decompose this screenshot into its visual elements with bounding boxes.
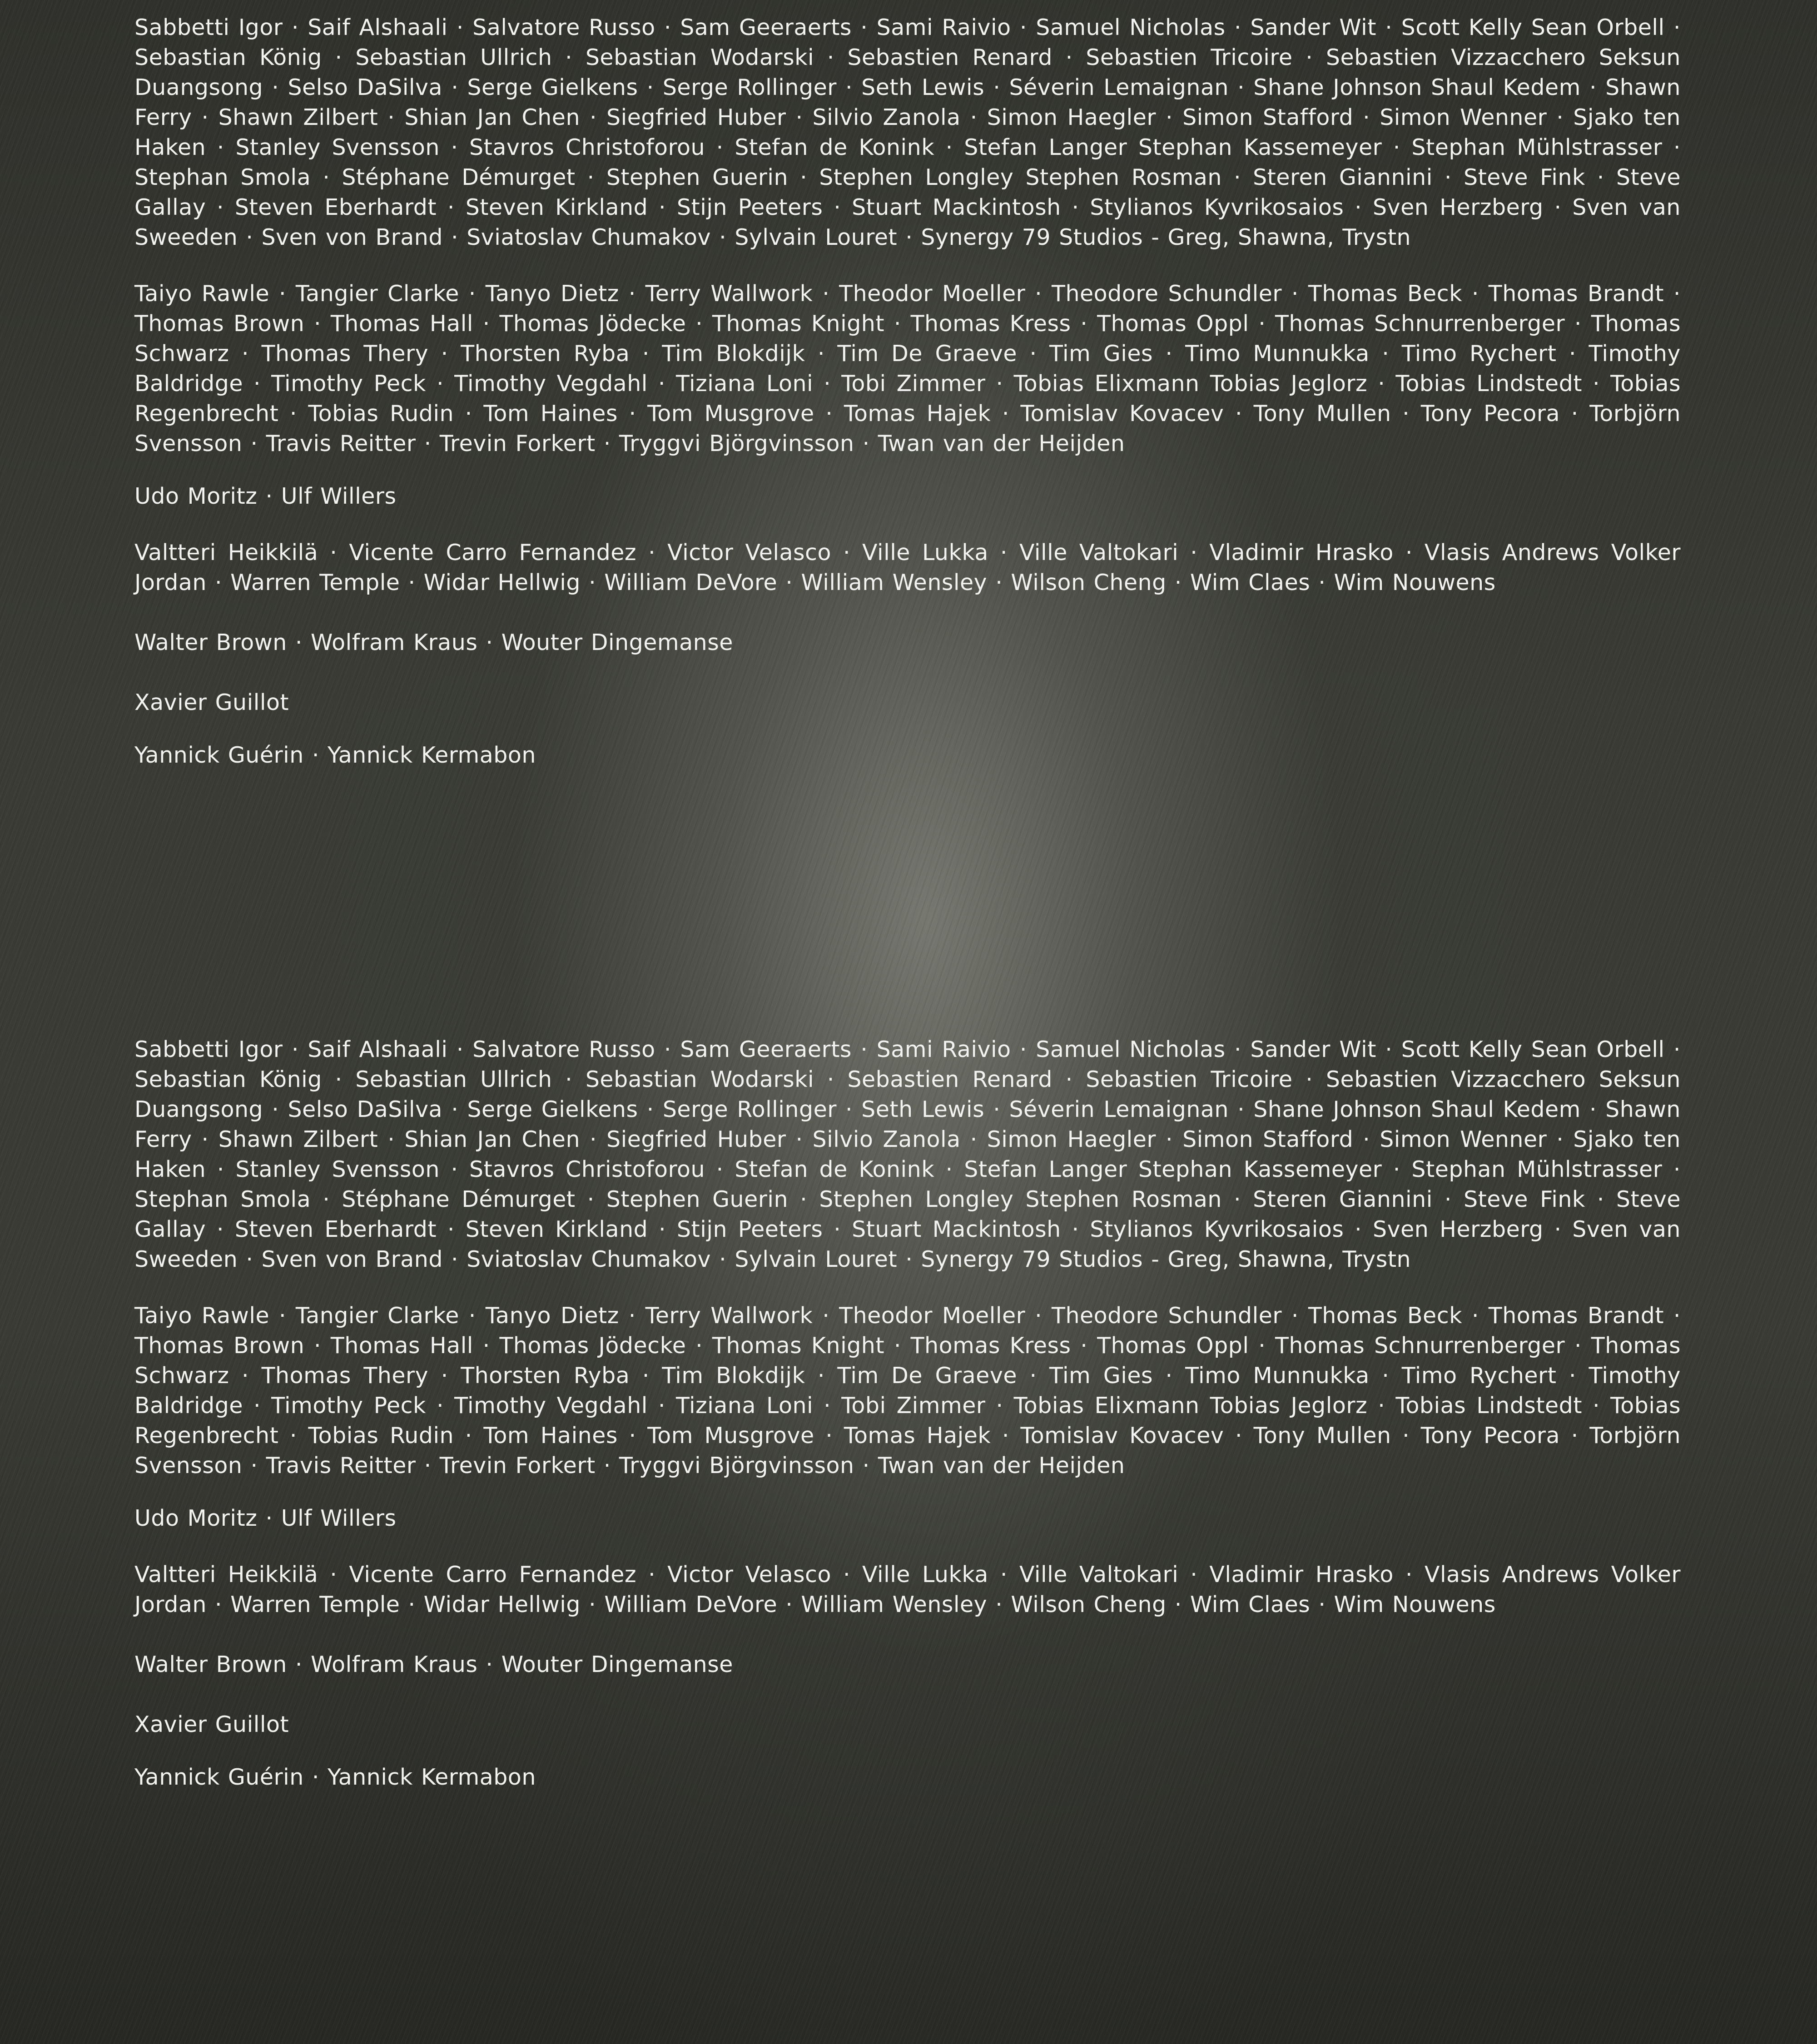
credits-group-w: Walter Brown · Wolfram Kraus · Wouter Dingemanse — [134, 630, 733, 655]
credits-group-x: Xavier Guillot — [134, 690, 289, 715]
credits-block-repeat — [134, 1035, 1681, 1819]
credits-group-w: Walter Brown · Wolfram Kraus · Wouter Dingemanse — [134, 1652, 733, 1677]
credits-group-u: Udo Moritz · Ulf Willers — [134, 483, 397, 509]
credits-group-s: Sabbetti Igor · Saif Alshaali · Salvatore Russo · Sam Geeraerts · Sami Raivio · Samuel Nicholas · Sander Wit · Scott Kelly Sean Orbell · Sebastian König · Sebastian Ullrich · Sebastian Wodarski · Sebastien Renard · Sebastien Tricoire · Sebastien Vizzacchero Seksun Duangsong · Selso DaSilva · Serge Gielkens · Serge Rollinger · Seth Lewis · Séverin Lemaignan · Shane Johnson Shaul Kedem · Shawn Ferry · Shawn Zilbert · Shian Jan Chen · Siegfried Huber · Silvio Zanola · Simon Haegler · Simon Stafford · Simon Wenner · Sjako ten Haken · Stanley Svensson · Stavros Christoforou · Stefan de Konink · Stefan Langer Stephan Kassemeyer · Stephan Mühlstrasser · Stephan Smola · Stéphane Démurget · Stephen Guerin · Stephen Longley Stephen Rosman · Steren Giannini · Steve Fink · Steve Gallay · Steven Eberhardt · Steven Kirkland · Stijn Peeters · Stuart Mackintosh · Stylianos Kyvrikosaios · Sven Herzberg · Sven van Sweeden · Sven von Brand · Sviatoslav Chumakov · Sylvain Louret · Synergy 79 Studios - Greg, Shawna, Trystn — [134, 1037, 1681, 1272]
credits-group-y: Yannick Guérin · Yannick Kermabon — [134, 1764, 536, 1790]
credits-group-y: Yannick Guérin · Yannick Kermabon — [134, 742, 536, 768]
credits-group-u: Udo Moritz · Ulf Willers — [134, 1505, 397, 1531]
credits-block — [134, 13, 1681, 797]
credits-group-t: Taiyo Rawle · Tangier Clarke · Tanyo Dietz · Terry Wallwork · Theodor Moeller · Theodore Schundler · Thomas Beck · Thomas Brandt · Thomas Brown · Thomas Hall · Thomas Jödecke · Thomas Knight · Thomas Kress · Thomas Oppl · Thomas Schnurrenberger · Thomas Schwarz · Thomas Thery · Thorsten Ryba · Tim Blokdijk · Tim De Graeve · Tim Gies · Timo Munnukka · Timo Rychert · Timothy Baldridge · Timothy Peck · Timothy Vegdahl · Tiziana Loni · Tobi Zimmer · Tobias Elixmann Tobias Jeglorz · Tobias Lindstedt · Tobias Regenbrecht · Tobias Rudin · Tom Haines · Tom Musgrove · Tomas Hajek · Tomislav Kovacev · Tony Mullen · Tony Pecora · Torbjörn Svensson · Travis Reitter · Trevin Forkert · Tryggvi Björgvinsson · Twan van der Heijden — [134, 281, 1681, 456]
credits-group-v: Valtteri Heikkilä · Vicente Carro Fernandez · Victor Velasco · Ville Lukka · Ville Valtokari · Vladimir Hrasko · Vlasis Andrews Volker Jordan · Warren Temple · Widar Hellwig · William DeVore · William Wensley · Wilson Cheng · Wim Claes · Wim Nouwens — [134, 540, 1681, 595]
credits-group-t: Taiyo Rawle · Tangier Clarke · Tanyo Dietz · Terry Wallwork · Theodor Moeller · Theodore Schundler · Thomas Beck · Thomas Brandt · Thomas Brown · Thomas Hall · Thomas Jödecke · Thomas Knight · Thomas Kress · Thomas Oppl · Thomas Schnurrenberger · Thomas Schwarz · Thomas Thery · Thorsten Ryba · Tim Blokdijk · Tim De Graeve · Tim Gies · Timo Munnukka · Timo Rychert · Timothy Baldridge · Timothy Peck · Timothy Vegdahl · Tiziana Loni · Tobi Zimmer · Tobias Elixmann Tobias Jeglorz · Tobias Lindstedt · Tobias Regenbrecht · Tobias Rudin · Tom Haines · Tom Musgrove · Tomas Hajek · Tomislav Kovacev · Tony Mullen · Tony Pecora · Torbjörn Svensson · Travis Reitter · Trevin Forkert · Tryggvi Björgvinsson · Twan van der Heijden — [134, 1303, 1681, 1478]
credits-group-s: Sabbetti Igor · Saif Alshaali · Salvatore Russo · Sam Geeraerts · Sami Raivio · Samuel Nicholas · Sander Wit · Scott Kelly Sean Orbell · Sebastian König · Sebastian Ullrich · Sebastian Wodarski · Sebastien Renard · Sebastien Tricoire · Sebastien Vizzacchero Seksun Duangsong · Selso DaSilva · Serge Gielkens · Serge Rollinger · Seth Lewis · Séverin Lemaignan · Shane Johnson Shaul Kedem · Shawn Ferry · Shawn Zilbert · Shian Jan Chen · Siegfried Huber · Silvio Zanola · Simon Haegler · Simon Stafford · Simon Wenner · Sjako ten Haken · Stanley Svensson · Stavros Christoforou · Stefan de Konink · Stefan Langer Stephan Kassemeyer · Stephan Mühlstrasser · Stephan Smola · Stéphane Démurget · Stephen Guerin · Stephen Longley Stephen Rosman · Steren Giannini · Steve Fink · Steve Gallay · Steven Eberhardt · Steven Kirkland · Stijn Peeters · Stuart Mackintosh · Stylianos Kyvrikosaios · Sven Herzberg · Sven van Sweeden · Sven von Brand · Sviatoslav Chumakov · Sylvain Louret · Synergy 79 Studios - Greg, Shawna, Trystn — [134, 15, 1681, 250]
credits-group-v: Valtteri Heikkilä · Vicente Carro Fernandez · Victor Velasco · Ville Lukka · Ville Valtokari · Vladimir Hrasko · Vlasis Andrews Volker Jordan · Warren Temple · Widar Hellwig · William DeVore · William Wensley · Wilson Cheng · Wim Claes · Wim Nouwens — [134, 1562, 1681, 1617]
credits-group-x: Xavier Guillot — [134, 1712, 289, 1737]
